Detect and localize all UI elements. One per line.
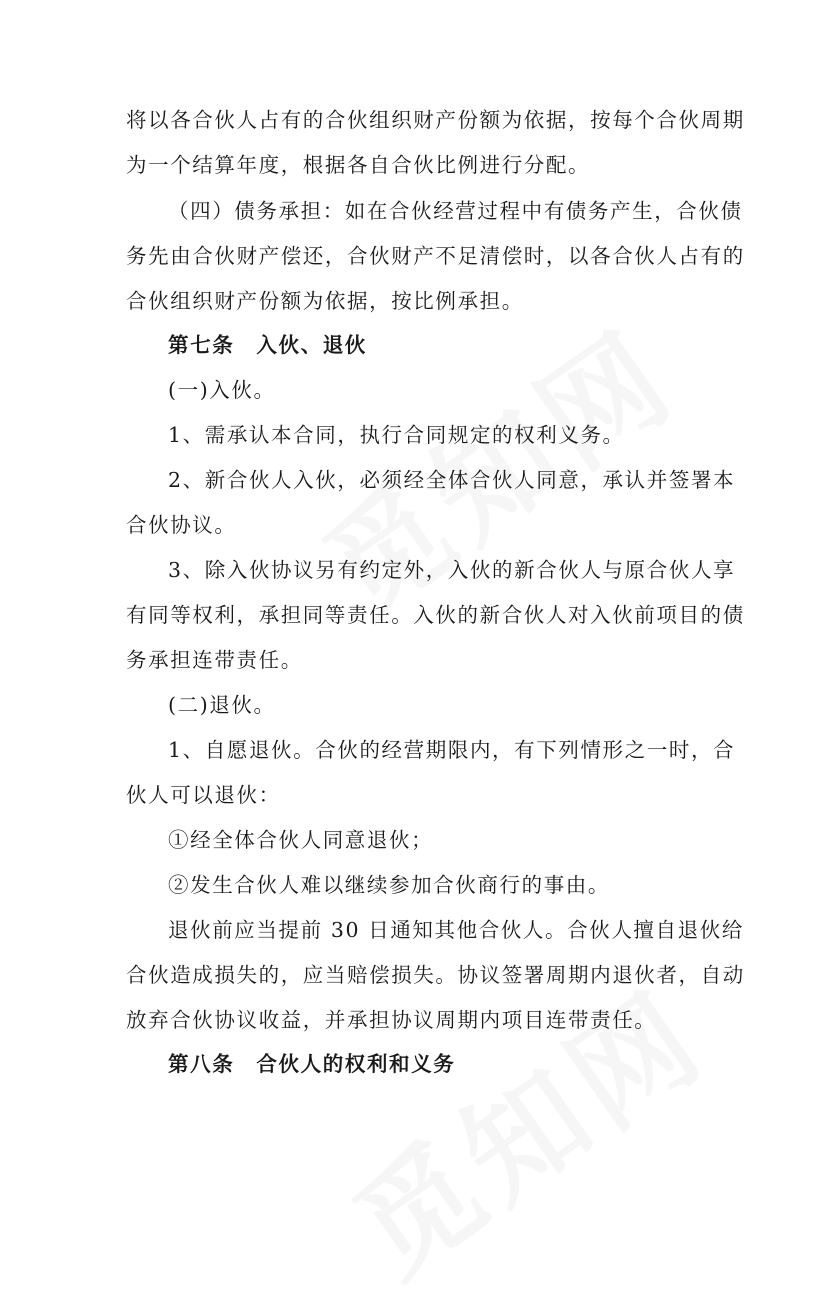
paragraph-line: 1、需承认本合同，执行合同规定的权利义务。	[168, 423, 625, 447]
list-item: ②发生合伙人难以继续参加合伙商行的事由。	[168, 873, 610, 897]
paragraph-line: （四）债务承担：如在合伙经营过程中有债务产生，合伙债	[168, 199, 743, 223]
watermark	[316, 944, 734, 1308]
paragraph-line: 务承担连带责任。	[126, 648, 303, 672]
subsection-heading: (一)入伙。	[168, 378, 276, 402]
paragraph-line: 2、新合伙人入伙，必须经全体合伙人同意，承认并签署本	[168, 468, 736, 492]
paragraph-line: 3、除入伙协议另有约定外，入伙的新合伙人与原合伙人享	[168, 558, 736, 582]
paragraph-line: 伙人可以退伙：	[126, 783, 281, 807]
subsection-heading: (二)退伙。	[168, 693, 276, 717]
paragraph-line: 放弃合伙协议收益，并承担协议周期内项目连带责任。	[126, 1008, 657, 1032]
paragraph-line: 将以各合伙人占有的合伙组织财产份额为依据，按每个合伙周期	[126, 108, 745, 132]
section-heading: 第七条 入伙、退伙	[168, 333, 367, 357]
paragraph-line: 1、自愿退伙。合伙的经营期限内，有下列情形之一时，合	[168, 738, 736, 762]
paragraph-line: 为一个结算年度，根据各自合伙比例进行分配。	[126, 153, 591, 177]
list-item: ①经全体合伙人同意退伙；	[168, 828, 434, 852]
paragraph-line: 合伙协议。	[126, 513, 237, 537]
paragraph-line: 合伙组织财产份额为依据，按比例承担。	[126, 289, 524, 313]
paragraph-line: 退伙前应当提前 30 日通知其他合伙人。合伙人擅自退伙给	[168, 918, 744, 942]
paragraph-line: 合伙造成损失的，应当赔偿损失。协议签署周期内退伙者，自动	[126, 963, 745, 987]
paragraph-line: 务先由合伙财产偿还，合伙财产不足清偿时，以各合伙人占有的	[126, 244, 745, 268]
section-heading: 第八条 合伙人的权利和义务	[168, 1052, 456, 1076]
paragraph-line: 有同等权利，承担同等责任。入伙的新合伙人对入伙前项目的债	[126, 603, 745, 627]
